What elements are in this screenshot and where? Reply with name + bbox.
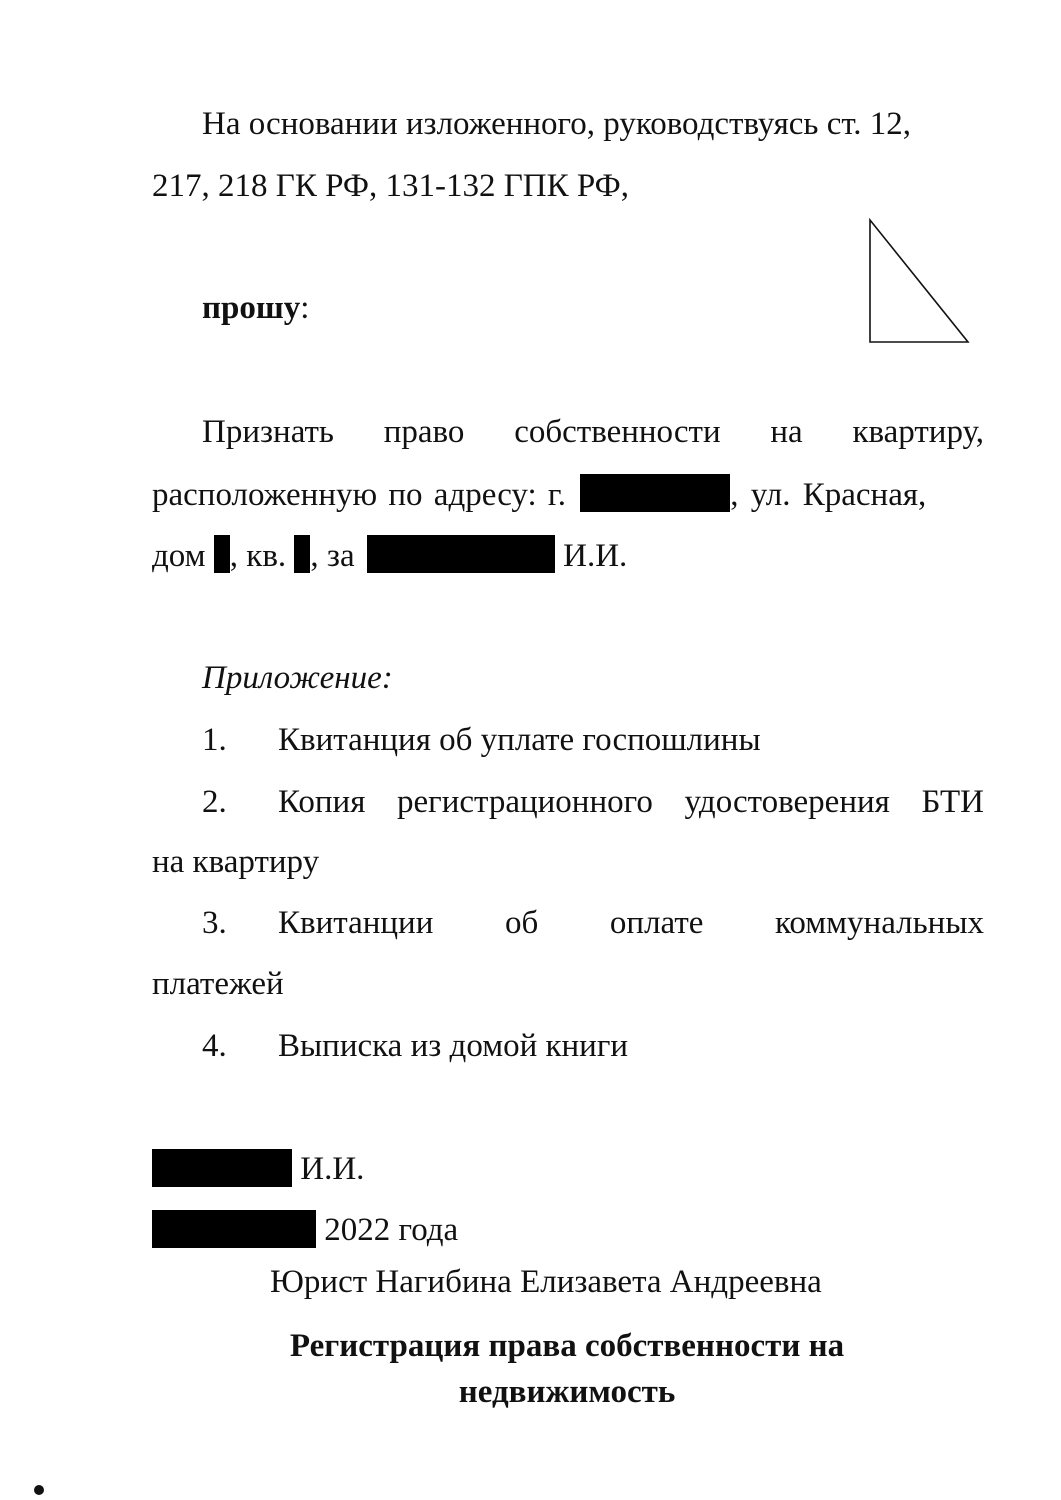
attachment-3-word-2: об <box>505 905 539 941</box>
attachment-3-word-3: оплате <box>609 905 704 941</box>
footer-title-line-2: недвижимость <box>458 1374 676 1410</box>
claim-line-3-part1: дом <box>152 538 206 574</box>
attachment-3-word-4: коммунальных <box>775 905 984 941</box>
claim-word-3: собственности <box>514 414 721 450</box>
stray-dot-mark <box>34 1485 44 1495</box>
redacted-apartment-number <box>294 535 310 573</box>
claim-line-3-part4: И.И. <box>563 538 628 574</box>
attachment-2-word-3: удостоверения <box>684 784 890 820</box>
redacted-house-number <box>214 535 230 573</box>
attachment-item-1: Квитанция об уплате госпошлины <box>278 722 761 758</box>
claim-word-1: Признать <box>202 414 334 450</box>
footer-title-line-1: Регистрация права собственности на <box>289 1328 845 1364</box>
footer-author: Юрист Нагибина Елизавета Андреевна <box>270 1264 822 1300</box>
redacted-signer-surname <box>152 1149 292 1187</box>
triangle-shape <box>866 216 972 346</box>
claim-line-2-before: расположенную по адресу: г. <box>152 477 566 513</box>
redacted-city <box>580 474 730 512</box>
attachment-2-word-2: регистрационного <box>397 784 653 820</box>
attachment-number-1: 1. <box>202 722 227 758</box>
signature-initials: И.И. <box>300 1151 365 1187</box>
redacted-surname <box>367 535 555 573</box>
claim-line-2 <box>152 474 984 515</box>
claim-line-3-part3: , за <box>310 538 355 574</box>
request-line <box>202 288 309 328</box>
intro-line-1: На основании изложенного, руководствуясь ст. 12, <box>202 106 912 142</box>
attachment-number-4: 4. <box>202 1028 227 1064</box>
request-colon: : <box>300 290 310 326</box>
claim-line-3-part2: , кв. <box>229 538 287 574</box>
attachments-heading: Приложение: <box>202 660 393 696</box>
claim-line-2-after: , ул. Красная, <box>730 477 927 513</box>
attachment-item-4: Выписка из домой книги <box>278 1028 629 1064</box>
claim-line-1 <box>202 412 984 452</box>
claim-word-4: на <box>770 414 803 450</box>
attachment-3-word-1: Квитанции <box>278 905 434 941</box>
intro-line-2: 217, 218 ГК РФ, 131-132 ГПК РФ, <box>152 168 629 204</box>
attachment-2-word-1: Копия <box>278 784 366 820</box>
request-word: прошу <box>202 290 301 326</box>
redacted-date <box>152 1210 316 1248</box>
claim-word-2: право <box>383 414 465 450</box>
attachment-item-2-line-2: на квартиру <box>152 844 320 880</box>
attachment-item-3-line-2: платежей <box>152 966 284 1002</box>
claim-word-5: квартиру, <box>852 414 984 450</box>
signature-year: 2022 года <box>324 1212 459 1248</box>
attachment-number-2: 2. <box>202 784 227 820</box>
attachment-2-word-4: БТИ <box>921 784 984 820</box>
attachment-item-2-line-1 <box>278 782 984 822</box>
signature-line <box>152 1149 364 1189</box>
attachment-number-3: 3. <box>202 905 227 941</box>
date-line <box>152 1210 458 1250</box>
claim-line-3 <box>152 535 627 576</box>
attachment-item-3-line-1 <box>278 903 984 943</box>
